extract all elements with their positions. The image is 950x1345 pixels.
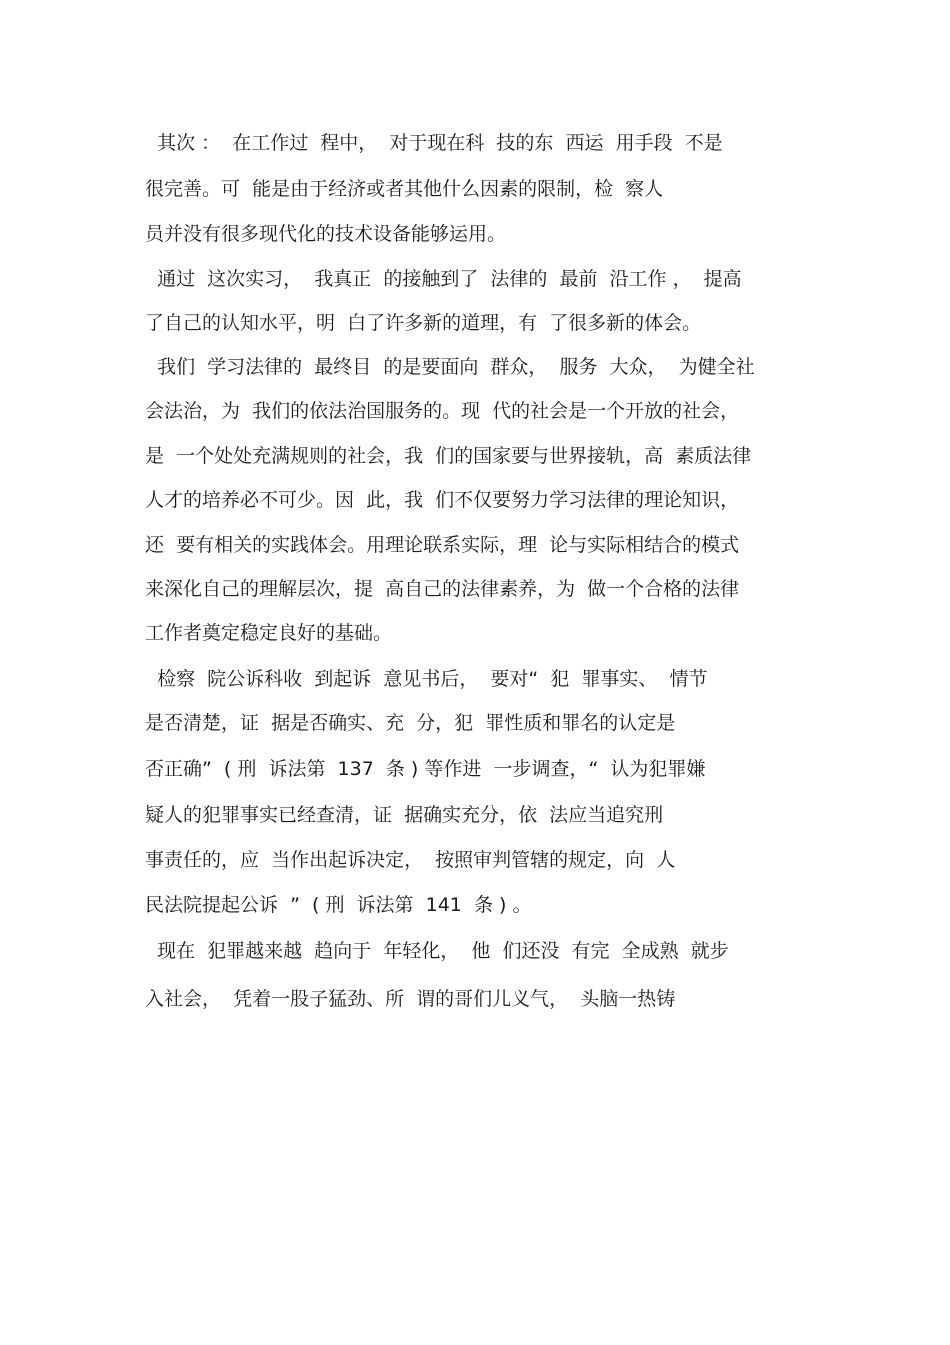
text-line: 其次 ： 在工作过 程中， 对于现在科 技的东 西运 用手段 不是 [145, 132, 723, 154]
text-line: 通过 这次实习， 我真正 的接触到了 法律的 最前 沿工作 ， 提高 [145, 268, 742, 290]
text-line: 还 要有相关的实践体会。用理论联系实际，理 论与实际相结合的模式 [145, 534, 740, 556]
text-line: 现在 犯罪越来越 趋向于 年轻化， 他 们还没 有完 全成熟 就步 [145, 940, 729, 962]
text-line: 事责任的，应 当作出起诉决定， 按照审判管辖的规定，向 人 [145, 849, 676, 871]
text-line: 了自己的认知水平，明 白了许多新的道理，有 了很多新的体会。 [145, 312, 702, 334]
text-line: 疑人的犯罪事实已经查清，证 据确实充分，依 法应当追究刑 [145, 804, 664, 826]
text-line: 民法院提起公诉 ” ( 刑 诉法第 141 条 ) 。 [145, 894, 532, 916]
text-line: 很完善。可 能是由于经济或者其他什么因素的限制，检 察人 [145, 178, 664, 200]
text-line: 我们 学习法律的 最终目 的是要面向 群众， 服务 大众， 为健全社 [145, 356, 755, 378]
text-line: 人才的培养必不可少。因 此，我 们不仅要努力学习法律的理论知识， [145, 489, 740, 511]
text-line: 是 一个处处充满规则的社会，我 们的国家要与世界接轨，高 素质法律 [145, 445, 752, 467]
text-line: 来深化自己的理解层次，提 高自己的法律素养，为 做一个合格的法律 [145, 578, 740, 600]
text-line: 检察 院公诉科收 到起诉 意见书后， 要对“ 犯 罪事实、 情节 [145, 668, 708, 690]
text-line: 是否清楚，证 据是否确实、充 分，犯 罪性质和罪名的认定是 [145, 712, 676, 734]
text-line: 员并没有很多现代化的技术设备能够运用。 [145, 223, 507, 245]
text-line: 入社会， 凭着一股子猛劲、所 谓的哥们儿义气， 头脑一热铸 [145, 988, 676, 1010]
text-line: 否正确” ( 刑 诉法第 137 条 ) 等作进 一步调查，“ 认为犯罪嫌 [145, 758, 706, 780]
text-line: 会法治，为 我们的依法治国服务的。现 代的社会是一个开放的社会， [145, 400, 740, 422]
text-line: 工作者奠定稳定良好的基础。 [145, 622, 393, 644]
